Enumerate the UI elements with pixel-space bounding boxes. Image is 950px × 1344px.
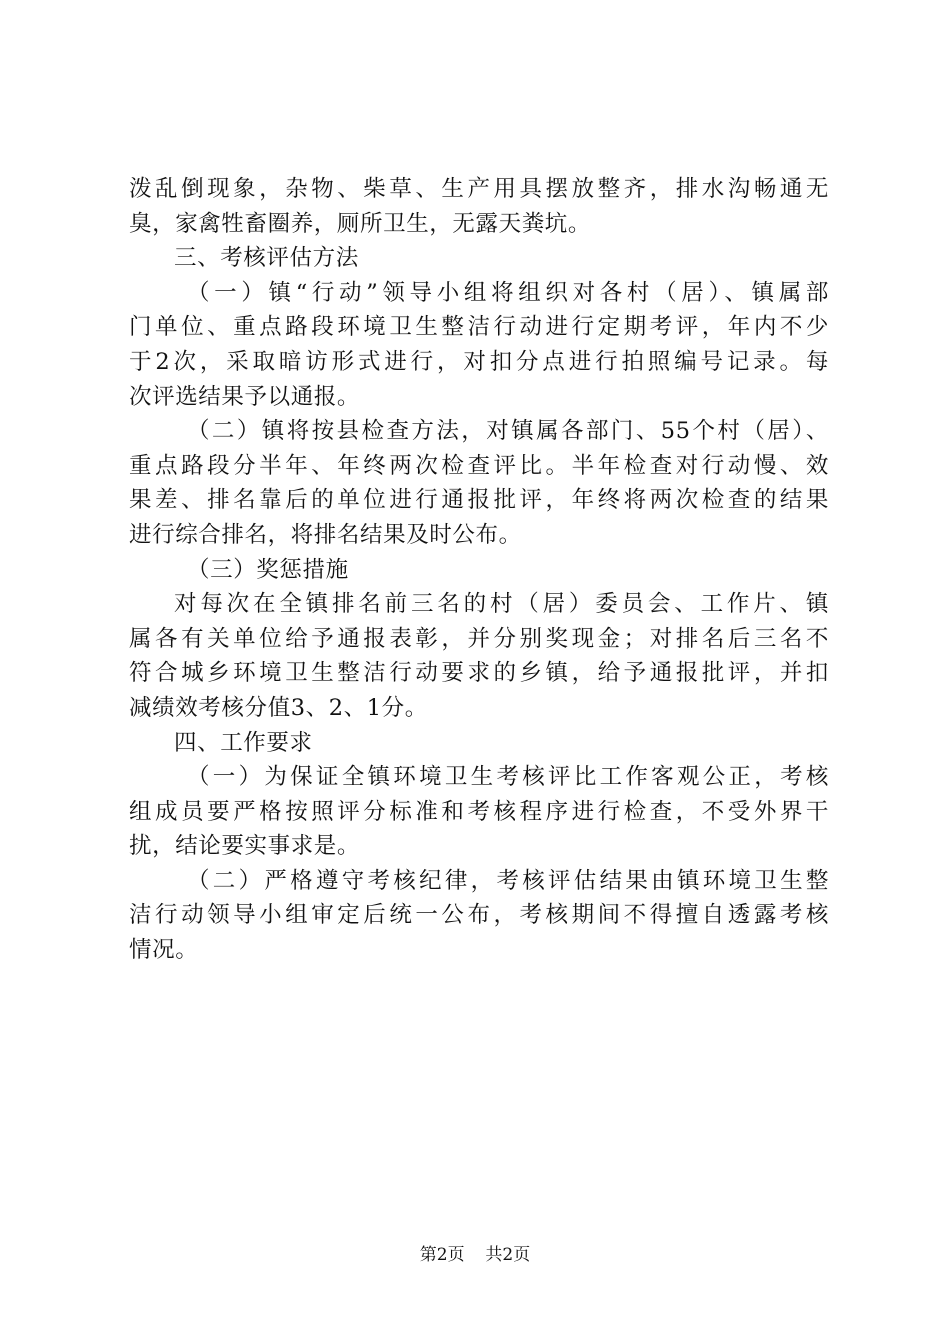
text-line: 减绩效考核分值3、2、1分。	[129, 694, 428, 721]
text-line: 泼乱倒现象，杂物、柴草、生产用具摆放整齐，排水沟畅通无	[129, 176, 829, 202]
page-total: 共2页	[485, 1245, 531, 1265]
text-line: 属各有关单位给予通报表彰，并分别奖现金；对排名后三名不	[129, 625, 829, 652]
text-line: 对每次在全镇排名前三名的村（居）委员会、工作片、镇	[174, 591, 829, 618]
text-line: 果差、排名靠后的单位进行通报批评，年终将两次检查的结果	[129, 487, 829, 514]
text-line: 符合城乡环境卫生整洁行动要求的乡镇，给予通报批评，并扣	[129, 660, 829, 687]
section-heading: 三、考核评估方法	[174, 245, 359, 272]
section-heading: 四、工作要求	[174, 729, 313, 756]
text-line: 于2次，采取暗访形式进行，对扣分点进行拍照编号记录。每	[129, 348, 829, 375]
text-line: 次评选结果予以通报。	[129, 383, 361, 410]
text-line: （一）为保证全镇环境卫生考核评比工作客观公正，考核	[187, 764, 829, 791]
text-line: （二）镇将按县检查方法，对镇属各部门、55个村（居）、	[187, 418, 829, 445]
text-line: 扰，结论要实事求是。	[129, 833, 361, 860]
text-line: （二）严格遵守考核纪律，考核评估结果由镇环境卫生整	[187, 867, 829, 894]
page-footer	[0, 1244, 950, 1266]
text-line: 重点路段分半年、年终两次检查评比。半年检查对行动慢、效	[129, 452, 829, 479]
text-line: （一）镇“行动”领导小组将组织对各村（居）、镇属部	[187, 279, 829, 306]
text-line: 门单位、重点路段环境卫生整洁行动进行定期考评，年内不少	[129, 314, 829, 341]
subsection-heading: （三）奖惩措施	[187, 556, 349, 583]
text-line: 进行综合排名，将排名结果及时公布。	[129, 521, 522, 548]
text-line: 洁行动领导小组审定后统一公布，考核期间不得擅自透露考核	[129, 902, 829, 929]
text-line: 情况。	[129, 937, 199, 964]
text-line: 臭，家禽牲畜圈养，厕所卫生，无露天粪坑。	[129, 210, 592, 237]
text-line: 组成员要严格按照评分标准和考核程序进行检查，不受外界干	[129, 798, 829, 825]
document-body	[129, 172, 829, 968]
page-number: 第2页	[419, 1245, 465, 1265]
